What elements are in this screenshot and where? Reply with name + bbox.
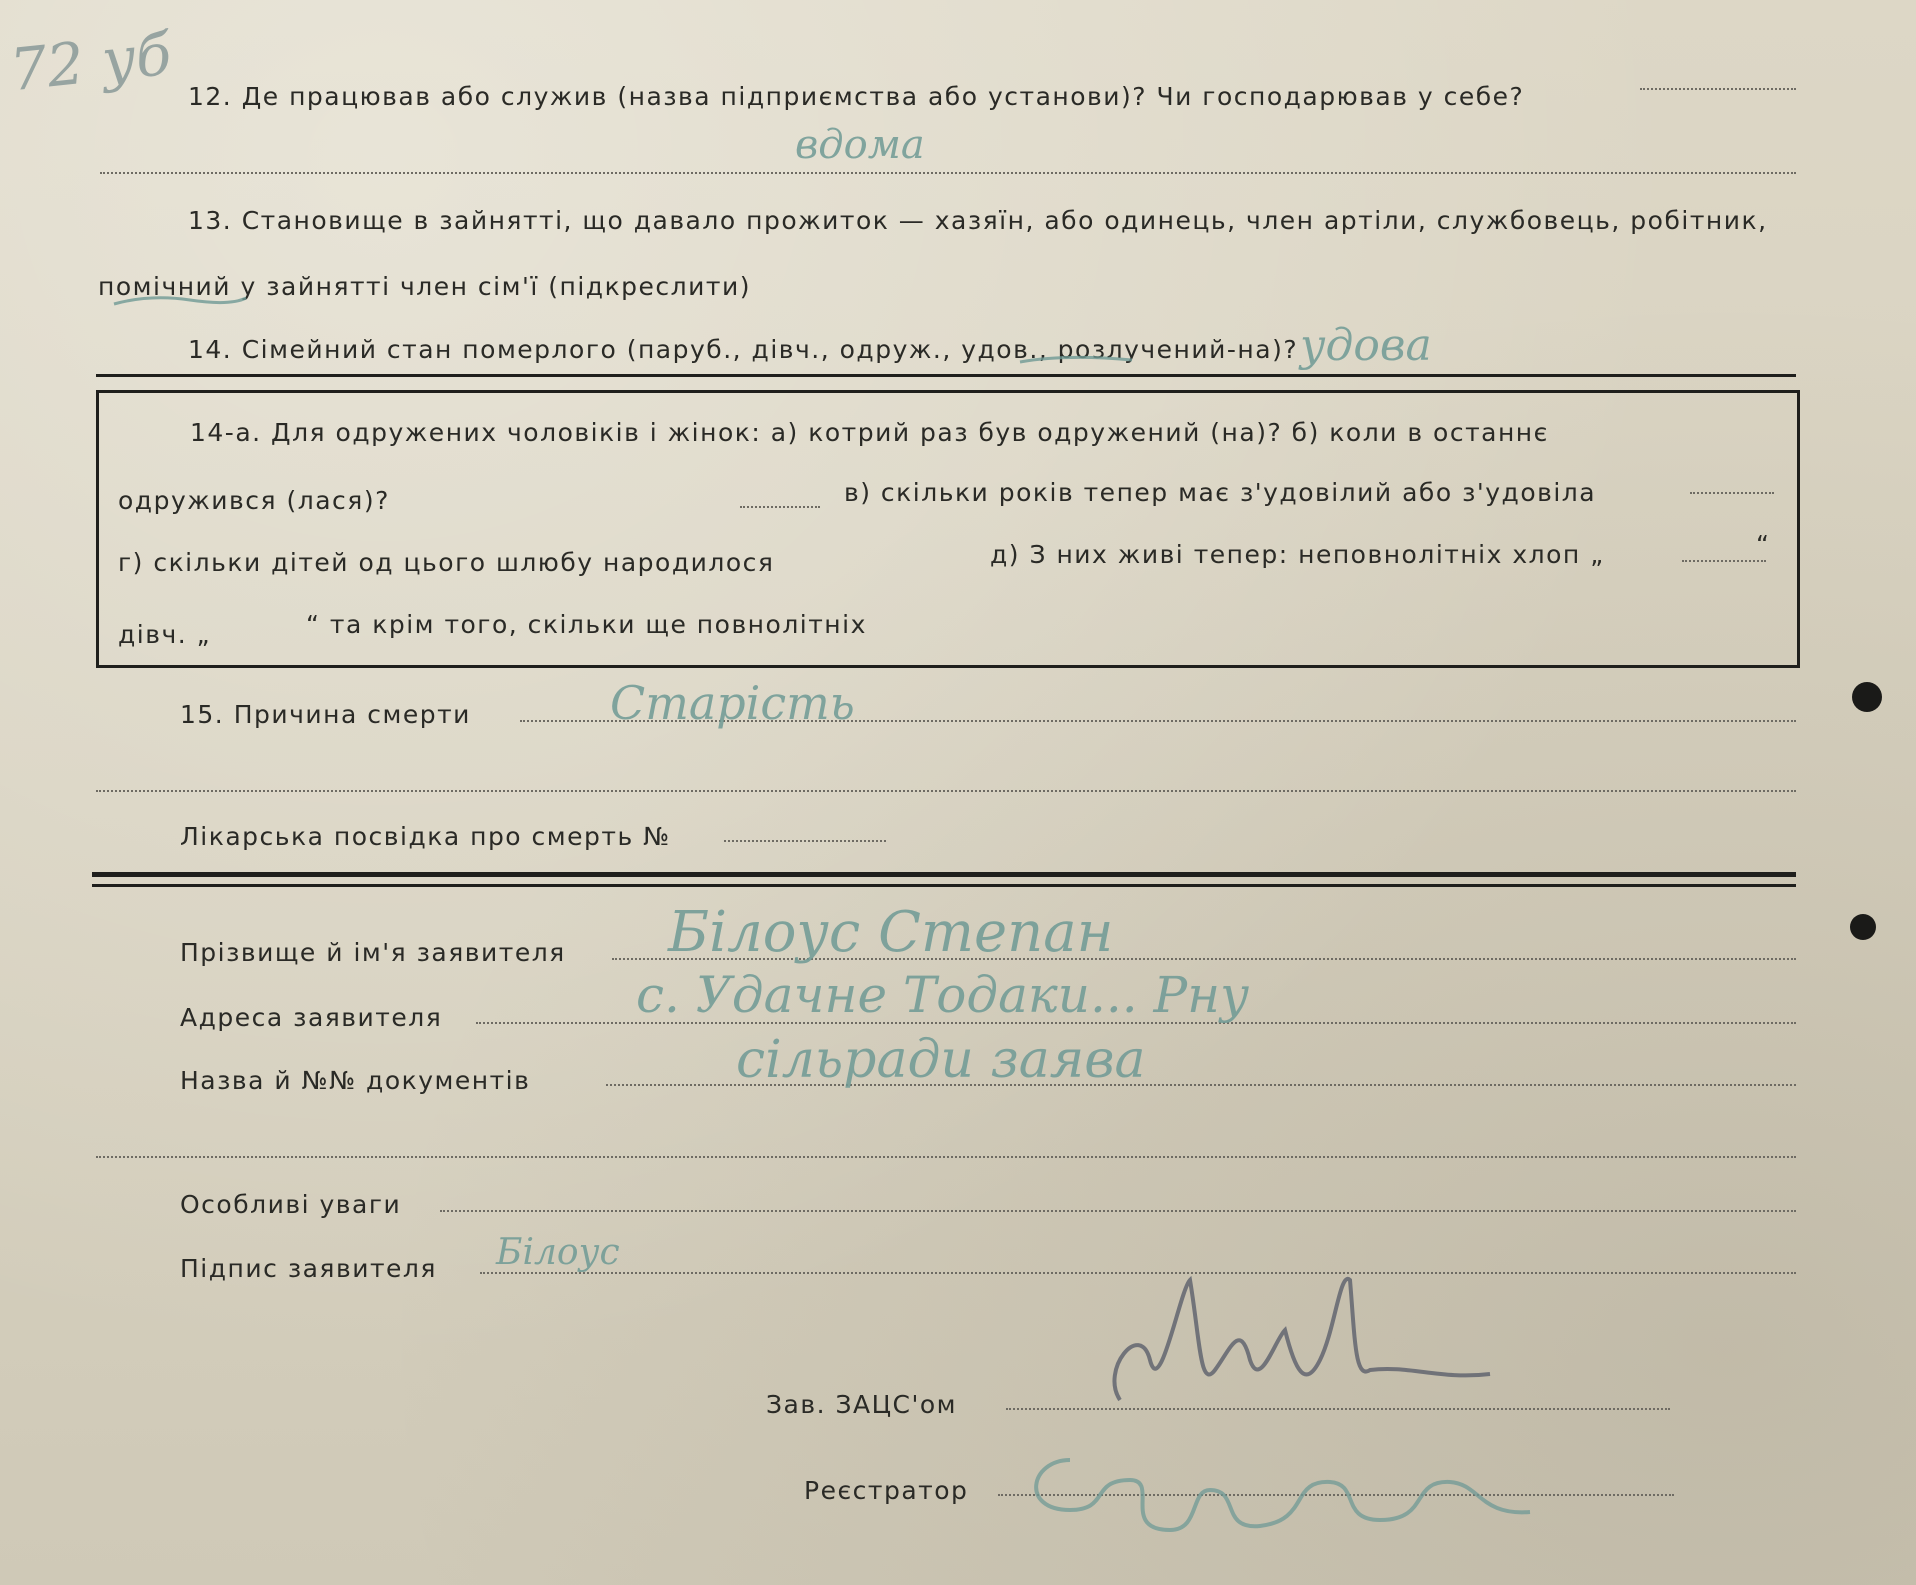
applicant-name-label: Прізвище й ім'я заявителя: [180, 938, 566, 967]
q15-dotline-2: [96, 790, 1796, 792]
signature-label: Підпис заявителя: [180, 1254, 437, 1283]
rule-above-14a: [96, 374, 1796, 377]
applicant-docs-label: Назва й №№ документів: [180, 1066, 531, 1095]
q14-text: 14. Сімейний стан померлого (паруб., дівч., одруж., удов., розлучений-на)?: [188, 335, 1299, 364]
q14a-line4b: “ та крім того, скільки ще повнолітніх: [306, 610, 867, 639]
q15-answer: Старість: [610, 676, 855, 730]
applicant-address-value: с. Удачне Тодаки... Рну: [636, 966, 1250, 1024]
q13-underline-mark: [110, 290, 250, 314]
q14a-dotline-2a: [740, 506, 820, 508]
q12-text: 12. Де працював або служив (назва підприємства або установи)? Чи господарював у себе?: [188, 82, 1525, 111]
applicant-docs-value: сільради заява: [736, 1030, 1146, 1090]
q13-line1: 13. Становище в зайнятті, що давало прожиток — хазяїн, або одинець, член артіли, службовець, робітник,: [188, 206, 1768, 235]
double-rule-bottom: [92, 884, 1796, 887]
registrar-signature: [1010, 1420, 1570, 1560]
applicant-address-label: Адреса заявителя: [180, 1003, 443, 1032]
notes-dotline: [440, 1210, 1796, 1212]
double-rule-top: [92, 872, 1796, 877]
q12-dotline-2: [100, 172, 1796, 174]
punch-hole-1: [1852, 682, 1882, 712]
medical-dotline: [724, 840, 886, 842]
q14a-line3b: д) З них живі тепер: неповнолітніх хлоп „: [990, 540, 1605, 569]
q14a-line4a: дівч. „: [118, 620, 212, 649]
q14a-line3c: “: [1756, 530, 1771, 559]
notes-label: Особливі уваги: [180, 1190, 402, 1219]
q14-answer: удова: [1300, 320, 1432, 371]
q14-underline-mark: [1016, 352, 1136, 372]
page-mark: 72 уб: [6, 19, 175, 105]
applicant-name-value: Білоус Степан: [668, 900, 1114, 965]
head-label: Зав. ЗАЦС'ом: [766, 1390, 957, 1419]
registrar-label: Реєстратор: [804, 1476, 969, 1505]
applicant-docs-dotline-2: [96, 1156, 1796, 1158]
q14a-line2a: одружився (лася)?: [118, 486, 390, 515]
q14a-dotline-2b: [1690, 492, 1774, 494]
q14a-line3a: г) скільки дітей од цього шлюбу народилося: [118, 548, 775, 577]
q14a-line2b: в) скільки років тепер має з'удовілий або з'удовіла: [844, 478, 1597, 507]
q12-answer: вдома: [795, 122, 925, 168]
punch-hole-2: [1850, 914, 1876, 940]
q14a-line1: 14-а. Для одружених чоловіків і жінок: а) котрий раз був одружений (на)? б) коли в останнє: [190, 418, 1549, 447]
q12-dotline-1: [1640, 88, 1796, 90]
q13-line2: помічний у зайнятті член сім'ї (підкреслити): [98, 272, 751, 301]
q14a-dotline-3b: [1682, 560, 1766, 562]
head-signature: [1080, 1250, 1500, 1440]
applicant-signature: Білоус: [496, 1232, 620, 1273]
q15-label: 15. Причина смерти: [180, 700, 471, 729]
medical-label: Лікарська посвідка про смерть №: [180, 822, 671, 851]
